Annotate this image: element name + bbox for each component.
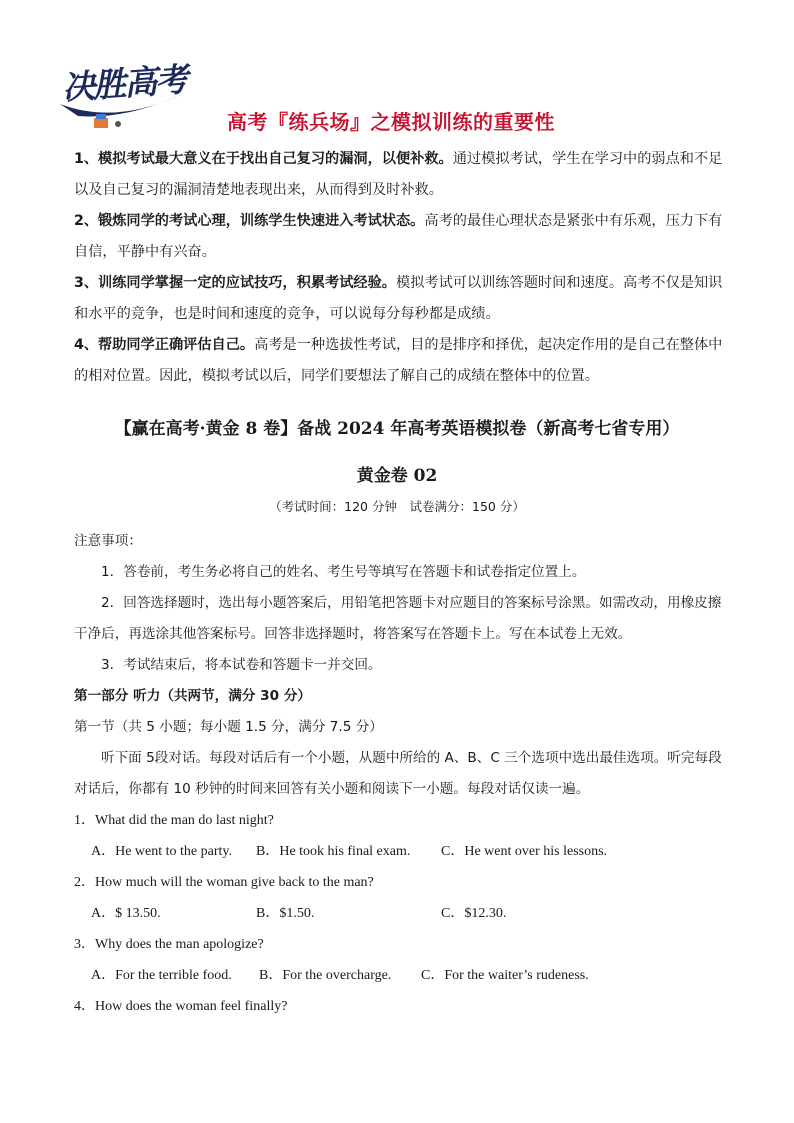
intro-item [74,330,726,392]
intro-item-text: 通过模拟考试，学生在学习中的弱点和不足以及自己复习的漏洞清楚地表现出来，从而得到及时补救。 [74,151,723,198]
note-item: 1．答卷前，考生务必将自己的姓名、考生号等填写在答题卡和试卷指定位置上。 [101,564,586,580]
option-b: B．$1.50. [256,906,315,921]
banner-title: 高考『练兵场』之模拟训练的重要性 [227,110,555,134]
option-c: C．He went over his lessons. [441,844,608,859]
listening-instructions: 听下面 5段对话。每段对话后有一个小题，从题中所给的 A、B、C 三个选项中选出最佳选项。听完每段对话后，你都有 10 秒钟的时间来回答有关小题和阅读下一小题。每段对话仅读一遍。 [74,750,722,797]
note-item: 3．考试结束后，将本试卷和答题卡一并交回。 [101,657,382,673]
option-a: A．For the terrible food. [91,968,232,983]
exam-info: （考试时间：120 分钟 试卷满分：150 分） [269,499,525,514]
question-stem: 2．How much will the woman give back to the man? [74,875,374,890]
brand-logo [58,56,188,136]
section1-heading: 第一节（共 5 小题；每小题 1.5 分，满分 7.5 分） [74,719,383,735]
intro-item-text: 高考是一种选拔性考试，目的是排序和择优，起决定作用的是自己在整体中的相对位置。因此，模拟考试以后，同学们要想法了解自己的成绩在整体中的位置。 [74,337,723,384]
intro-item-bold: 1、模拟考试最大意义在于找出自己复习的漏洞，以便补救。 [74,151,453,167]
part1-heading: 第一部分 听力（共两节，满分 30 分） [74,688,312,704]
intro-item [74,144,726,206]
question-stem: 4．How does the woman feel finally? [74,999,288,1014]
question-stem: 1．What did the man do last night? [74,813,274,828]
notes-heading: 注意事项： [74,533,142,549]
intro-list [74,144,726,392]
exam-body [74,526,726,1022]
intro-item-bold: 2、锻炼同学的考试心理，训练学生快速进入考试状态。 [74,213,425,229]
option-b: B．For the overcharge. [259,968,392,983]
option-b: B．He took his final exam. [256,844,411,859]
question-options [74,898,726,929]
exam-subtitle: 黄金卷 02 [356,466,438,486]
logo-text: 决胜高考 [60,59,188,108]
option-a: A．$ 13.50. [91,906,161,921]
question-options [74,836,726,867]
intro-item-bold: 3、训练同学掌握一定的应试技巧，积累考试经验。 [74,275,396,291]
exam-title: 【赢在高考·黄金 8 卷】备战 2024 年高考英语模拟卷（新高考七省专用） [114,419,680,439]
option-c: C．$12.30. [441,906,507,921]
option-c: C．For the waiter’s rudeness. [421,968,589,983]
question-stem: 3．Why does the man apologize? [74,937,264,952]
question-options [74,960,726,991]
intro-item [74,268,726,330]
intro-item-text: 模拟考试可以训练答题时间和速度。高考不仅是知识和水平的竞争，也是时间和速度的竞争，可以说每分每秒都是成绩。 [74,275,723,322]
option-a: A．He went to the party. [91,844,232,859]
note-item: 2．回答选择题时，选出每小题答案后，用铅笔把答题卡对应题目的答案标号涂黑。如需改动，用橡皮擦干净后，再选涂其他答案标号。回答非选择题时，将答案写在答题卡上。写在本试卷上无效。 [74,595,722,642]
intro-item-text: 高考的最佳心理状态是紧张中有乐观，压力下有自信，平静中有兴奋。 [74,213,723,260]
intro-item [74,206,726,268]
intro-item-bold: 4、帮助同学正确评估自己。 [74,337,255,353]
